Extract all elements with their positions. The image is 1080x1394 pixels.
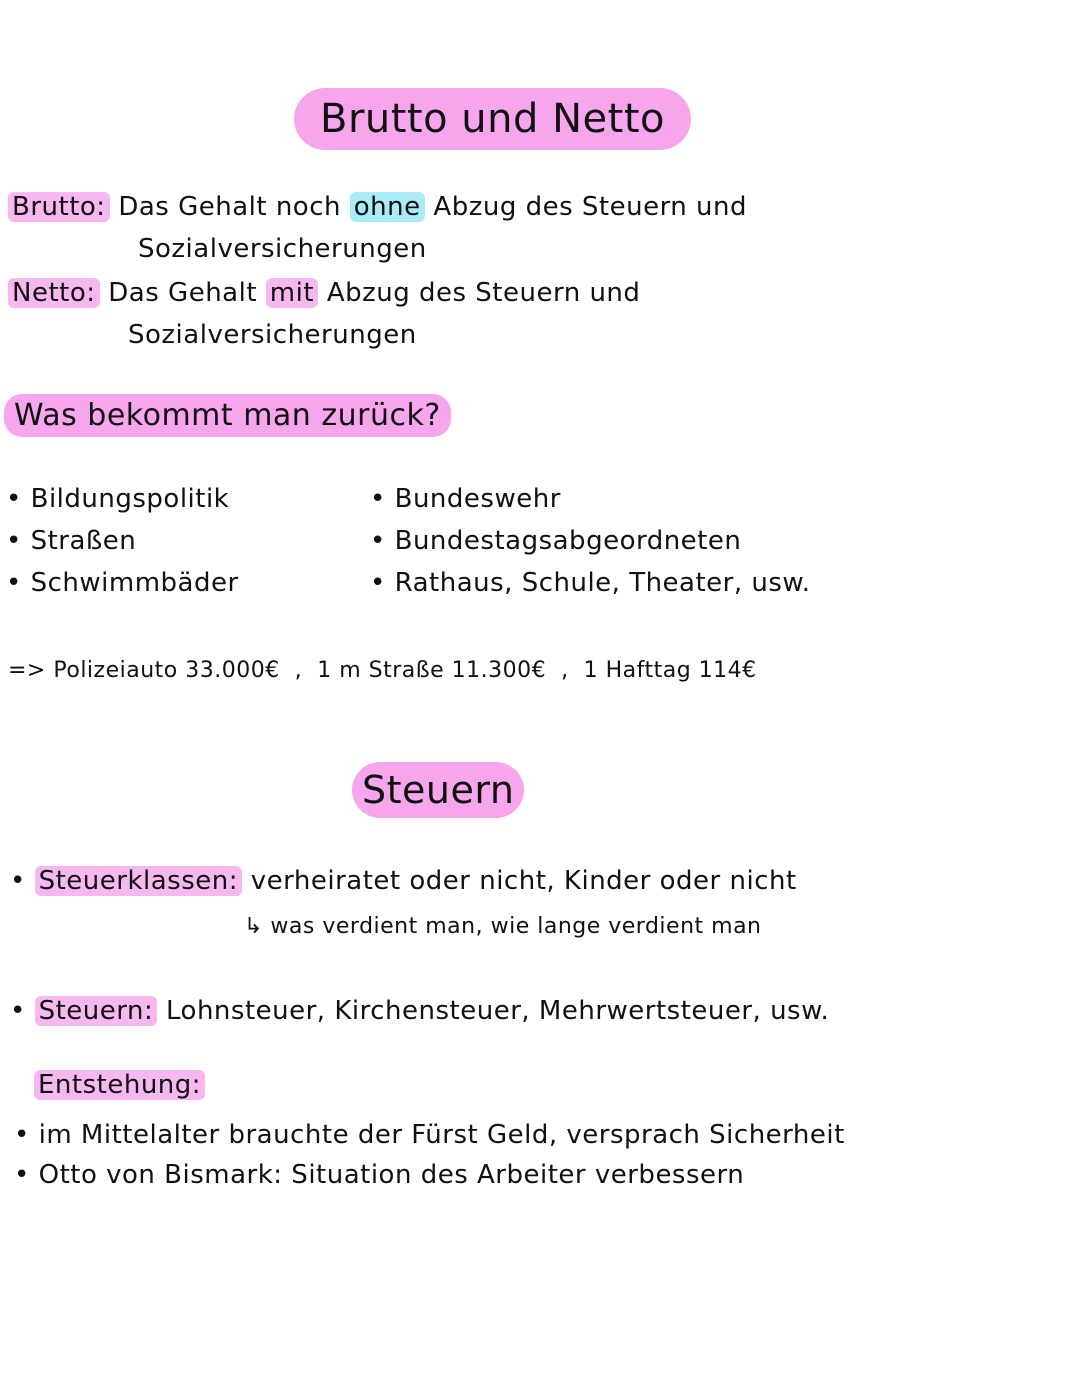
page-title-text: Brutto und Netto: [294, 88, 691, 150]
benefit-item: • Bundeswehr: [370, 484, 561, 514]
benefit-item: • Straßen: [6, 526, 137, 556]
tax-classes-text: verheiratet oder nicht, Kinder oder nicht: [250, 866, 797, 896]
brutto-text-2: Abzug des Steuern und: [433, 192, 748, 222]
cost-item-prison-day: 1 Hafttag 114€: [583, 658, 757, 683]
cost-item-police-car: Polizeiauto 33.000€: [53, 658, 280, 683]
netto-definition-line2: Sozialversicherungen: [128, 320, 417, 350]
taxes-label: Steuern:: [35, 996, 158, 1026]
page-title: [294, 96, 691, 142]
netto-highlight: mit: [266, 278, 318, 308]
question-text: Was bekommt man zurück?: [4, 394, 451, 437]
cost-item-street: 1 m Straße 11.300€: [317, 658, 547, 683]
brutto-text-1: Das Gehalt noch: [118, 192, 341, 222]
brutto-highlight: ohne: [350, 192, 425, 222]
costs-line: => Polizeiauto 33.000€ , 1 m Straße 11.300€ , 1 Hafttag 114€: [8, 658, 757, 683]
arrow-icon: =>: [8, 658, 46, 683]
netto-text-1: Das Gehalt: [108, 278, 258, 308]
benefit-item: • Bundestagsabgeordneten: [370, 526, 742, 556]
netto-text-2: Abzug des Steuern und: [326, 278, 641, 308]
origin-heading: Entstehung:: [34, 1070, 205, 1100]
taxes: • Steuern: Lohnsteuer, Kirchensteuer, Mehrwertsteuer, usw.: [10, 996, 830, 1026]
brutto-definition: [8, 192, 747, 222]
origin-item: • im Mittelalter brauchte der Fürst Geld, versprach Sicherheit: [14, 1120, 845, 1150]
benefit-item: • Schwimmbäder: [6, 568, 239, 598]
origin-item: • Otto von Bismark: Situation des Arbeiter verbessern: [14, 1160, 745, 1190]
brutto-definition-line2: Sozialversicherungen: [138, 234, 427, 264]
benefit-item: • Bildungspolitik: [6, 484, 230, 514]
tax-classes: • Steuerklassen: verheiratet oder nicht, Kinder oder nicht: [10, 866, 797, 896]
section-title-text: Steuern: [352, 762, 524, 818]
benefit-item: • Rathaus, Schule, Theater, usw.: [370, 568, 811, 598]
question-heading: [4, 398, 451, 433]
taxes-text: Lohnsteuer, Kirchensteuer, Mehrwertsteuer, usw.: [166, 996, 830, 1026]
section-title-steuern: [352, 768, 524, 812]
tax-classes-sub: ↳ was verdient man, wie lange verdient man: [244, 914, 762, 939]
netto-label: Netto:: [8, 278, 100, 308]
netto-definition: [8, 278, 640, 308]
brutto-label: Brutto:: [8, 192, 110, 222]
tax-classes-label: Steuerklassen:: [35, 866, 242, 896]
